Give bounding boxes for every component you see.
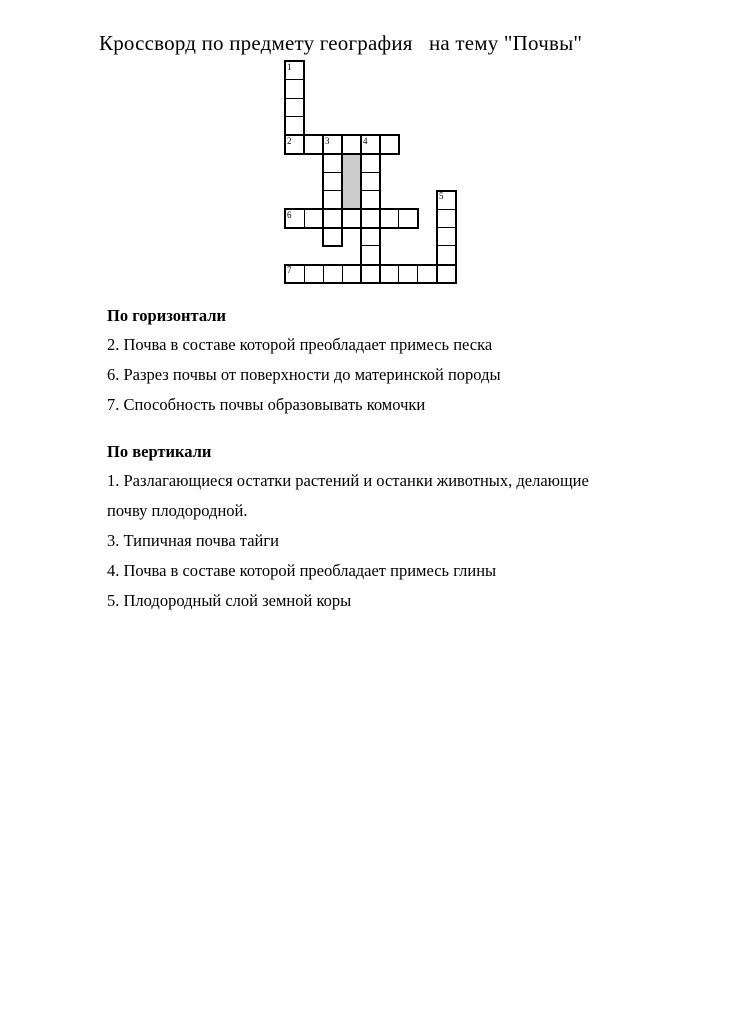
crossword-cell — [341, 136, 360, 153]
cell-number-2: 2 — [287, 135, 292, 146]
crossword-cell — [379, 210, 398, 227]
crossword-cell — [324, 190, 341, 208]
crossword-cell — [342, 210, 361, 227]
crossword-cell — [379, 136, 398, 153]
crossword-cell — [362, 172, 379, 190]
down-heading: По вертикали — [107, 442, 212, 461]
clue-text: Типичная почва тайги — [119, 531, 279, 550]
clue-text: Почва в составе которой преобладает примесь глины — [119, 561, 497, 580]
word-6-across — [284, 208, 419, 229]
down-clue-4 — [107, 556, 612, 586]
across-section — [107, 306, 612, 420]
clue-text: Способность почвы образовывать комочки — [119, 395, 426, 414]
crossword-cell — [304, 266, 323, 283]
cell-number-6: 6 — [287, 209, 292, 220]
crossword-cell — [286, 98, 303, 116]
crossword-cell — [286, 79, 303, 97]
crossword-cell — [438, 245, 455, 263]
crossword-cell — [362, 153, 379, 171]
across-heading: По горизонтали — [107, 306, 226, 325]
crossword-cell — [342, 266, 361, 283]
crossword-cell — [362, 227, 379, 245]
crossword-cell — [323, 210, 342, 227]
clue-number: 4. — [107, 561, 120, 580]
crossword-cell — [398, 266, 417, 283]
crossword-cell — [304, 210, 323, 227]
crossword-cell — [438, 227, 455, 245]
cell-number-5: 5 — [439, 191, 444, 201]
down-clues — [107, 466, 612, 616]
crossword-cell — [379, 266, 398, 283]
crossword-cell — [417, 266, 436, 283]
crossword-cell — [324, 153, 341, 171]
cell-number-1: 1 — [287, 61, 292, 72]
clue-number: 6. — [107, 365, 120, 384]
clue-number: 7. — [107, 395, 120, 414]
clue-number: 1. — [107, 471, 120, 490]
crossword-cell — [323, 266, 342, 283]
clue-text: Плодородный слой земной коры — [119, 591, 352, 610]
crossword-cell — [304, 136, 323, 153]
down-section — [107, 442, 612, 616]
crossword-cell — [362, 245, 379, 263]
word-3-down — [322, 134, 343, 247]
crossword-cell — [324, 227, 341, 245]
word-7-across — [284, 264, 457, 285]
down-clue-3 — [107, 526, 612, 556]
cell-number-4: 4 — [363, 135, 368, 146]
crossword-cell — [398, 210, 417, 227]
crossword-cell — [324, 172, 341, 190]
clue-text: Разрез почвы от поверхности до материнской породы — [119, 365, 501, 384]
crossword-cell — [286, 116, 303, 134]
crossword-grid — [0, 0, 741, 300]
clue-text: Почва в составе которой преобладает примесь песка — [119, 335, 493, 354]
clue-number: 2. — [107, 335, 120, 354]
down-clue-5 — [107, 586, 612, 616]
crossword-cell — [362, 190, 379, 208]
across-clue-7 — [107, 390, 612, 420]
clue-text: Разлагающиеся остатки растений и останки животных, делающие почву плодородной. — [107, 471, 589, 520]
crossword-cell — [360, 210, 379, 227]
down-clue-1 — [107, 466, 612, 526]
shaded-keyword-strip — [341, 153, 362, 211]
across-clue-6 — [107, 360, 612, 390]
crossword-cell — [361, 266, 380, 283]
crossword-cell — [438, 209, 455, 227]
crossword-cell — [436, 266, 455, 283]
cell-number-7: 7 — [287, 265, 292, 275]
across-clues — [107, 330, 612, 420]
clue-number: 3. — [107, 531, 120, 550]
clue-number: 5. — [107, 591, 120, 610]
cell-number-3: 3 — [325, 135, 330, 146]
across-clue-2 — [107, 330, 612, 360]
page-title: Кроссворд по предмету география на тему "Почвы" — [99, 31, 583, 55]
